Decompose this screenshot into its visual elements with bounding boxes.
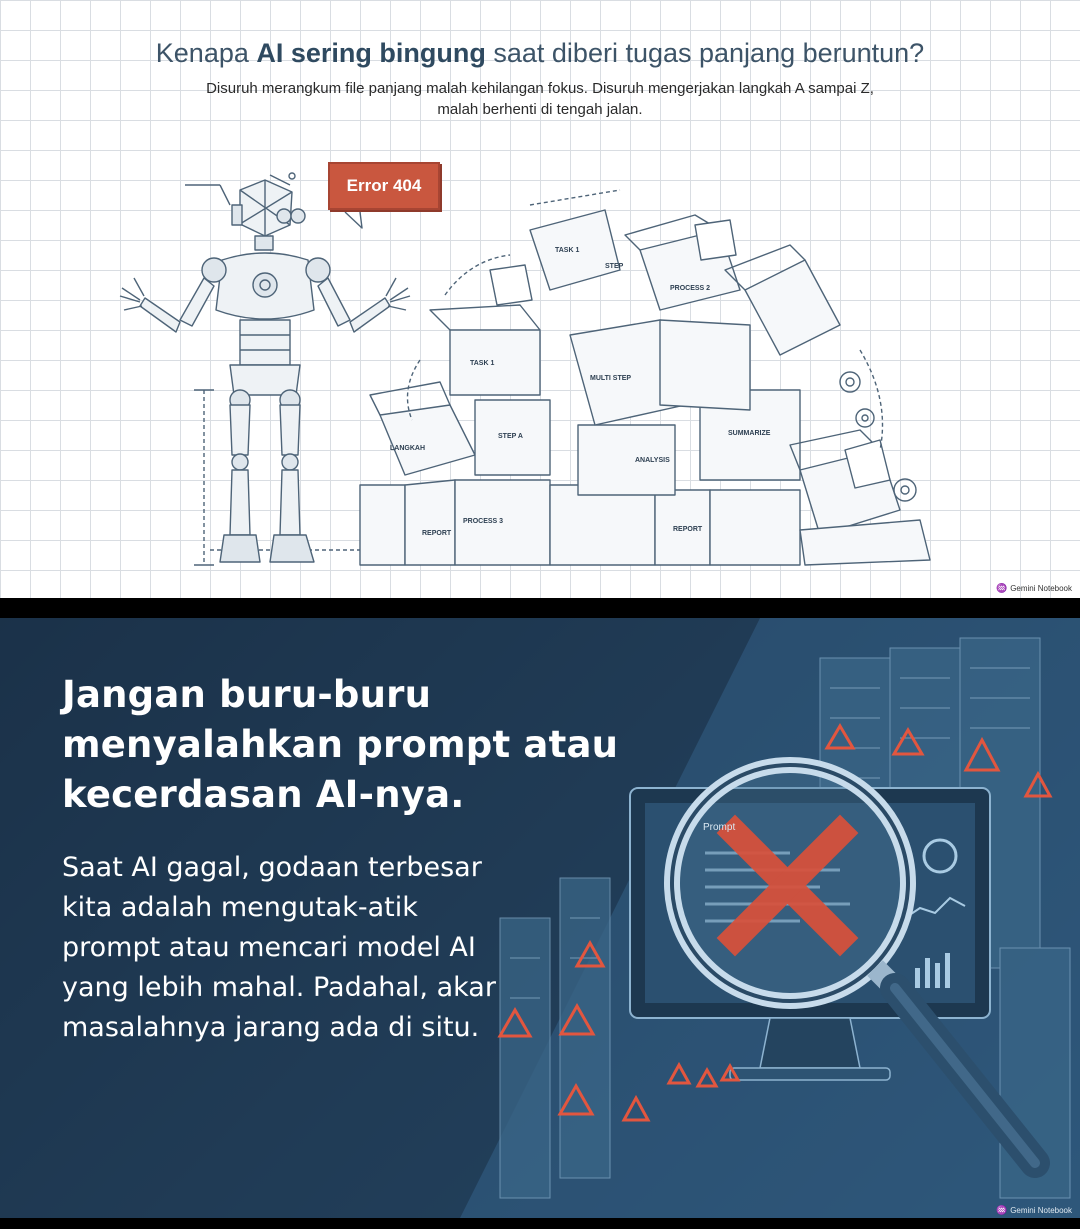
slide-divider [0, 598, 1080, 618]
box-label: STEP [605, 263, 624, 270]
watermark-text: Gemini Notebook [1010, 584, 1072, 593]
box-label: LANGKAH [390, 445, 425, 452]
error-404-badge: Error 404 [328, 162, 440, 210]
title-prefix: Kenapa [155, 38, 257, 68]
box-label: STEP A [498, 433, 523, 440]
slide-1 [0, 0, 1080, 598]
box-label: MULTI STEP [590, 375, 632, 382]
screen-prompt-label: Prompt [703, 822, 736, 833]
box-label: TASK 1 [555, 247, 580, 254]
slide-2-headline: Jangan buru-buru menyalahkan prompt atau kecerdasan AI-nya. [62, 673, 619, 816]
title-suffix: saat diberi tugas panjang beruntun? [485, 38, 925, 68]
watermark-1 [996, 583, 1072, 594]
slide-1-title [0, 38, 1080, 69]
robot-boxes-illustration [100, 150, 980, 590]
box-label: ANALYSIS [635, 457, 670, 464]
bottom-bar [0, 1218, 1080, 1229]
box-label: SUMMARIZE [728, 430, 771, 437]
slide-2-body: Saat AI gagal, godaan terbesar kita adalah mengutak-atik prompt atau mencari model AI yang lebih mahal. Padahal, akar masalahnya jarang ada di situ. [62, 852, 496, 1043]
box-label: REPORT [673, 526, 703, 533]
notebook-logo-icon: ♒ [995, 1205, 1008, 1215]
title-emphasis: AI sering bingung [256, 38, 486, 68]
slide-2 [0, 618, 1080, 1218]
watermark-text: Gemini Notebook [1010, 1206, 1072, 1215]
box-label: REPORT [422, 530, 452, 537]
box-label: PROCESS 3 [463, 518, 504, 525]
notebook-logo-icon: ♒ [995, 583, 1008, 593]
slide-1-subtitle: Disuruh merangkum file panjang malah kehilangan fokus. Disuruh mengerjakan langkah A sampai Z, malah berhenti di tengah jalan. [206, 80, 874, 118]
box-label: TASK 1 [470, 360, 495, 367]
watermark-2 [996, 1205, 1072, 1216]
box-label: PROCESS 2 [670, 285, 711, 292]
